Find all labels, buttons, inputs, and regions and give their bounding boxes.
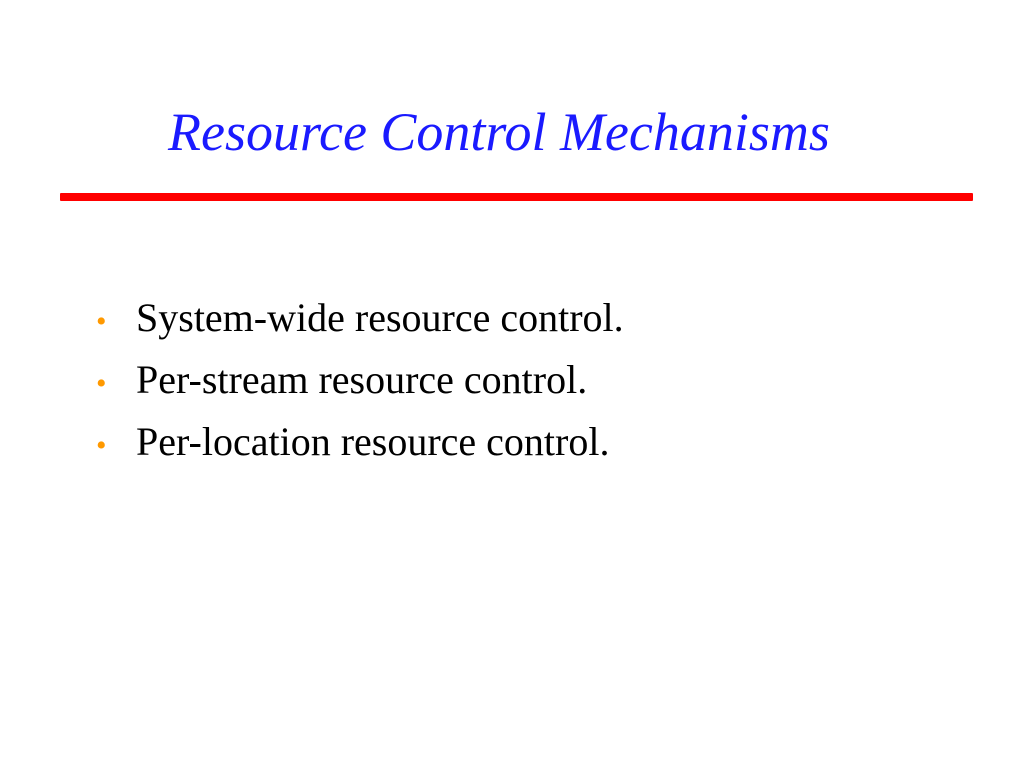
bullet-text: System-wide resource control. bbox=[136, 295, 624, 340]
bullet-text: Per-location resource control. bbox=[136, 419, 610, 464]
bullet-dot-icon: • bbox=[96, 429, 107, 462]
title-underline-rule bbox=[60, 193, 973, 201]
bullet-dot-icon: • bbox=[96, 367, 107, 400]
bullet-dot-icon: • bbox=[96, 305, 107, 338]
bullet-list bbox=[96, 294, 624, 480]
list-item bbox=[96, 418, 624, 480]
slide-title: Resource Control Mechanisms bbox=[168, 102, 830, 162]
list-item bbox=[96, 294, 624, 356]
bullet-text: Per-stream resource control. bbox=[136, 357, 588, 402]
list-item bbox=[96, 356, 624, 418]
